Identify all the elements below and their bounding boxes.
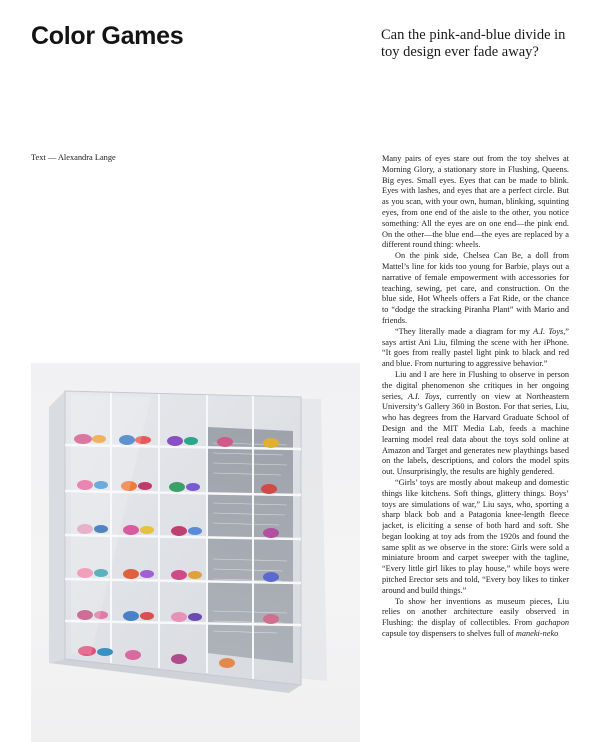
body-paragraph: Many pairs of eyes stare out from the toy shelves at Morning Glory, a stationary store in Flushing, Queens. Big eyes. Small eyes. Eyes that can be made to blink. Eyes with lashes, and eyes that are a perfect circle. But as you scan, with your own, human, blinking, squinting eyes, from one end of the aisle to the other, you notice something: All the eyes are on one end—the pink end. On the other—the blue end—the eyes are replaced by a different round thing: wheels. (382, 154, 569, 250)
italic-title: A.I. Toys (407, 391, 440, 401)
italic-term: gachapon (536, 618, 569, 628)
body-paragraph: Liu and I are here in Flushing to observe in person the digital phenomenon she critiques in her ongoing series, A.I. Toys, currently on view at Northeastern University’s Gallery 360 in Boston. For that series, Liu, who has degrees from the Harvard Graduate School of Design and the MIT Media Lab, feeds a machine learning model real data about the toys sold online at Amazon and Target and generates new playthings based on the labels, descriptions, and colors the model spits out. Unsurprisingly, the results are highly gendered. (382, 369, 569, 477)
italic-title: A.I. Toys (533, 326, 564, 336)
article-body (382, 154, 569, 750)
body-paragraph: To show her inventions as museum pieces, Liu relies on another architecture easily observed in Flushing: the display of collectibles. From gachapon capsule toy dispensers to shelves full of maneki-neko (382, 596, 569, 639)
article-title: Color Games (31, 22, 184, 50)
artwork-photo (31, 363, 360, 742)
body-paragraph: “Girls’ toys are mostly about makeup and domestic things like kitchens. Soft things, glittery things. Boys’ toys are simulations of war,” Liu says, who, sporting a sharp black bob and a Patagonia knee-length fleece jacket, is eliciting a sense of both hard and soft. She began looking at toy ads from the 1920s and found the same split as we observe in the store: Girls were sold a miniature broom and carpet sweeper with the tagline, “Every little girl likes to play house,” while boys were pitched Erector sets and told, “Every boy likes to tinker around and build things.” (382, 477, 569, 595)
body-paragraph: “They literally made a diagram for my A.I. Toys,” says artist Ani Liu, filming the scene with her iPhone. “It goes from really pastel light pink to black and red and blue. From nurturing to aggressive behavior.” (382, 326, 569, 369)
acrylic-display-case-illustration (31, 363, 360, 742)
italic-term: maneki-neko (515, 629, 559, 639)
byline: Text — Alexandra Lange (31, 153, 116, 162)
article-dek: Can the pink-and-blue divide in toy design ever fade away? (381, 27, 566, 60)
body-paragraph: On the pink side, Chelsea Can Be, a doll from Mattel’s line for kids too young for Barbie, plays out a narrative of female empowerment with accessories for teaching, sewing, pet care, and construction. On the blue side, Hot Wheels offers a Fat Ride, or the chance to “dodge the stracking Piranha Plant” with Mario and friends. (382, 251, 569, 325)
